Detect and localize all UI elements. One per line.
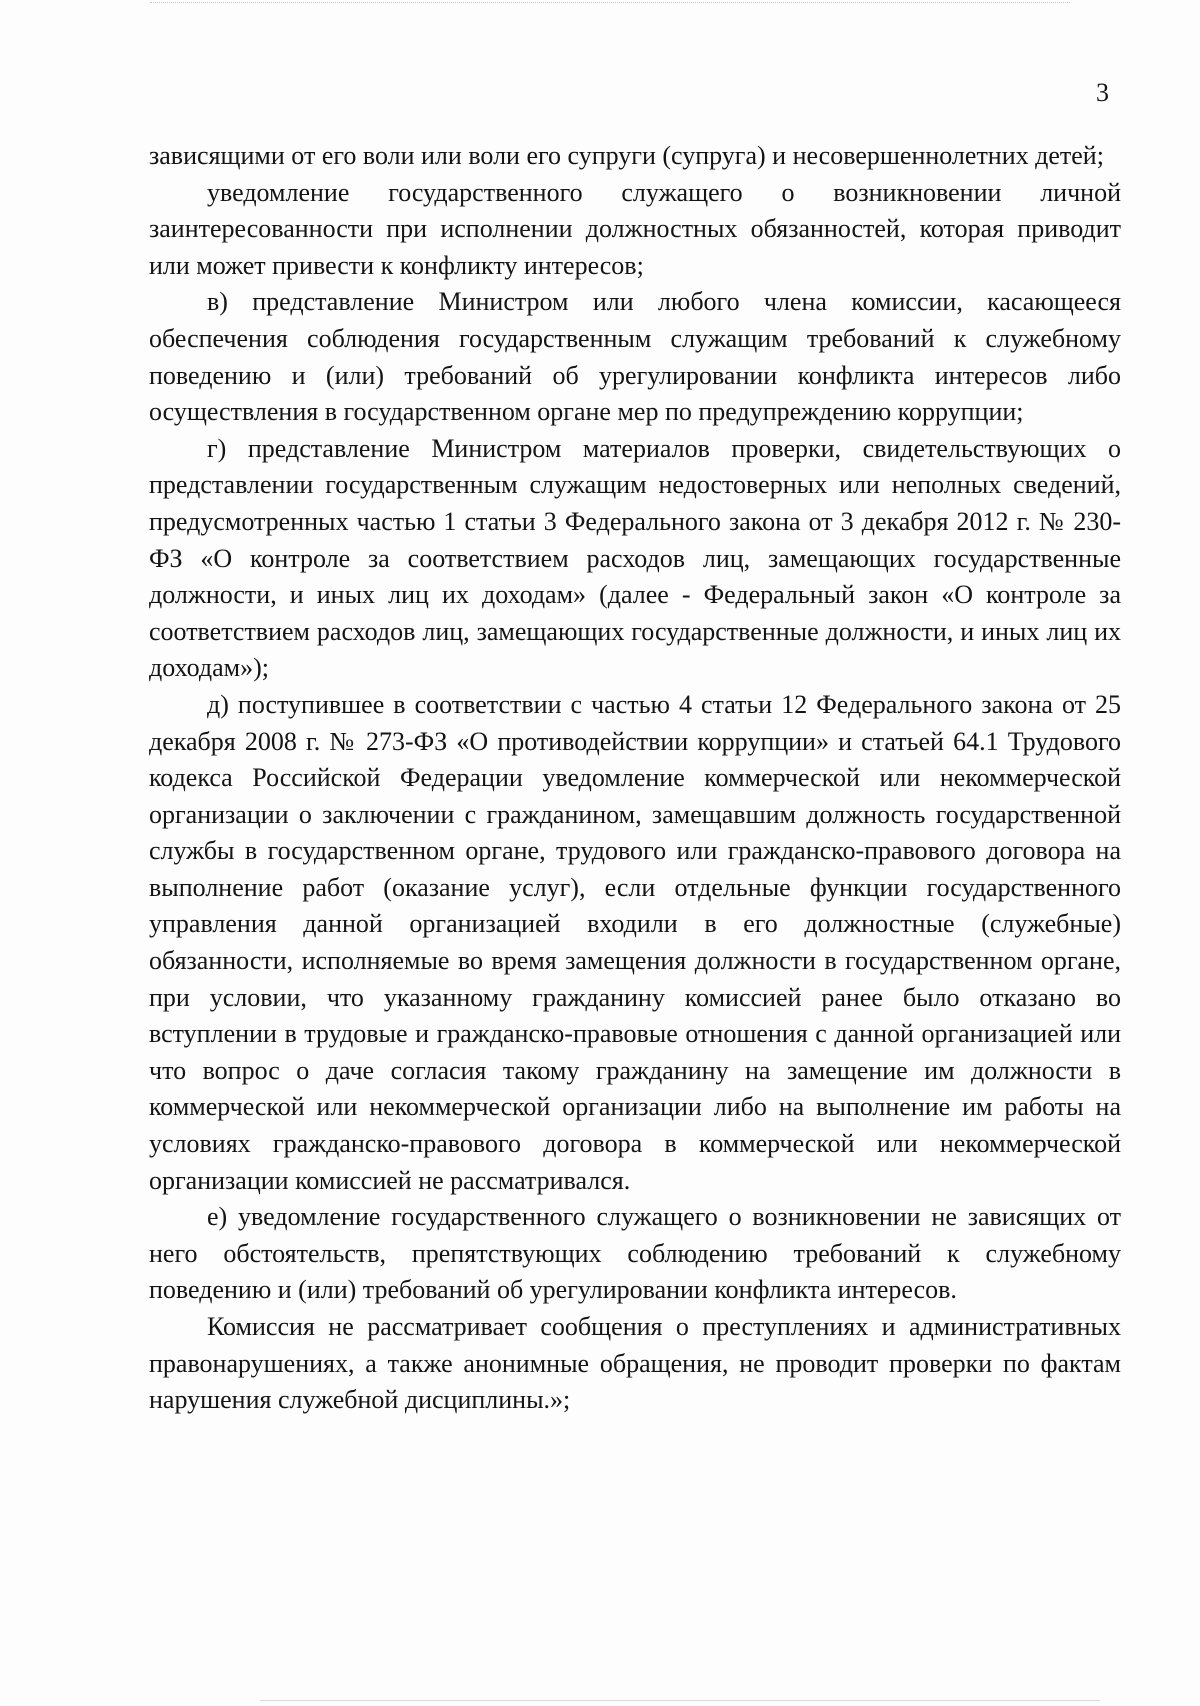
paragraph-commission-note: Комиссия не рассматривает сообщения о преступлениях и административных правонарушениях, а также анонимные обращения, не проводит проверки по фактам нарушения служебной дисциплины.»; — [149, 1312, 1121, 1415]
paragraph-item-e: е) уведомление государственного служащего о возникновении не зависящих от него обстоятельств, препятствующих соблюдению требований к служебному поведению и (или) требований об урегулировании конфликта интересов. — [149, 1202, 1121, 1305]
paragraph-continuation: зависящими от его воли или воли его супруги (супруга) и несовершеннолетних детей; — [149, 141, 1104, 170]
paragraph-item-v: в) представление Министром или любого члена комиссии, касающееся обеспечения соблюдения государственным служащим требований к служебному поведению и (или) требований об урегулировании конфликта интересов либо осуществления в государственном органе мер по предупреждению коррупции; — [149, 287, 1121, 427]
page-number: 3 — [1096, 78, 1109, 107]
paragraph-notification: уведомление государственного служащего о возникновении личной заинтересованности при исполнении должностных обязанностей, которая приводит или может привести к конфликту интересов; — [149, 177, 1121, 280]
paragraph-item-d: д) поступившее в соответствии с частью 4 статьи 12 Федерального закона от 25 декабря 2008 г. № 273-ФЗ «О противодействии коррупции» и статьей 64.1 Трудового кодекса Российской Федерации уведомление коммерческой или некоммерческой организации о заключении с гражданином, замещавшим должность государственной службы в государственном органе, трудового или гражданско-правового договора на выполнение работ (оказание услуг), если отдельные функции государственного управления данной организацией входили в его должностные (служебные) обязанности, исполняемые во время замещения должности в государственном органе, при условии, что указанному гражданину комиссией ранее было отказано во вступлении в трудовые и гражданско-правовые отношения с данной организацией или что вопрос о даче согласия такому гражданину на замещение им должности в коммерческой или некоммерческой организации либо на выполнение им работы на условиях гражданско-правового договора в коммерческой или некоммерческой организации комиссией не рассматривался. — [149, 689, 1121, 1195]
scan-edge-top — [150, 2, 1070, 3]
document-body — [149, 138, 1121, 1419]
scan-edge-bottom — [260, 1700, 1100, 1701]
paragraph-item-g: г) представление Министром материалов проверки, свидетельствующих о представлении государственным служащим недостоверных или неполных сведений, предусмотренных частью 1 статьи 3 Федерального закона от 3 декабря 2012 г. № 230-ФЗ «О контроле за соответствием расходов лиц, замещающих государственные должности, и иных лиц их доходам» (далее - Федеральный закон «О контроле за соответствием расходов лиц, замещающих государственные должности, и иных лиц их доходам»); — [149, 433, 1121, 683]
